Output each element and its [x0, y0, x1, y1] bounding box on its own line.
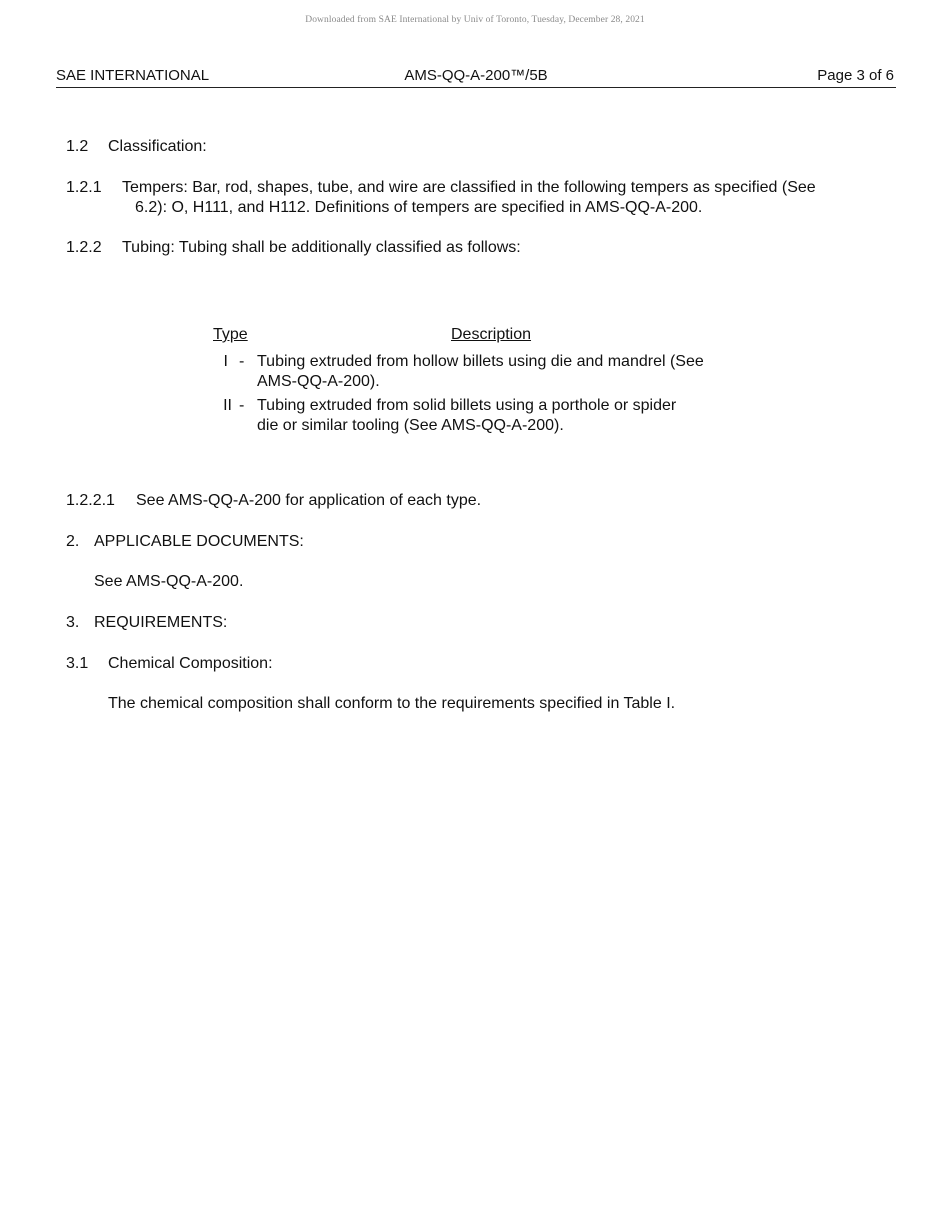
section-number: 3.: [66, 614, 80, 631]
section-heading: REQUIREMENTS:: [94, 614, 228, 631]
type-code: II: [223, 397, 232, 414]
type-description-line: Tubing extruded from hollow billets using die and mandrel (See: [257, 353, 704, 370]
column-header-description: Description: [451, 326, 532, 343]
paragraph-line: 6.2): O, H111, and H112. Definitions of tempers are specified in AMS-QQ-A-200.: [135, 199, 703, 216]
type-description-line: die or similar tooling (See AMS-QQ-A-200).: [257, 417, 564, 434]
section-heading: Chemical Composition:: [108, 655, 273, 672]
type-description-line: AMS-QQ-A-200).: [257, 373, 380, 390]
header-organization: SAE INTERNATIONAL: [56, 67, 210, 84]
section-number: 1.2: [66, 138, 89, 155]
section-number: 3.1: [66, 655, 89, 672]
header-document-id: AMS-QQ-A-200™/5B: [404, 67, 548, 84]
section-number: 1.2.2.1: [66, 492, 115, 509]
paragraph-line: See AMS-QQ-A-200 for application of each type.: [136, 492, 482, 509]
section-number: 2.: [66, 533, 80, 550]
type-dash: -: [239, 397, 245, 414]
page-header: [56, 66, 896, 88]
download-watermark: Downloaded from SAE International by Univ of Toronto, Tuesday, December 28, 2021: [305, 15, 645, 25]
section-3-1-body: The chemical composition shall conform to the requirements specified in Table I.: [108, 695, 676, 712]
section-number: 1.2.1: [66, 179, 102, 196]
paragraph-line: Tempers: Bar, rod, shapes, tube, and wire are classified in the following tempers as specified (See: [122, 179, 816, 196]
section-number: 1.2.2: [66, 239, 102, 256]
column-header-type: Type: [213, 326, 248, 343]
section-heading: Classification:: [108, 138, 207, 155]
paragraph-line: Tubing: Tubing shall be additionally classified as follows:: [122, 239, 521, 256]
type-dash: -: [239, 353, 245, 370]
section-heading: APPLICABLE DOCUMENTS:: [94, 533, 304, 550]
type-code: I: [223, 353, 228, 370]
section-2-body: See AMS-QQ-A-200.: [94, 573, 244, 590]
type-description-line: Tubing extruded from solid billets using a porthole or spider: [257, 397, 677, 414]
header-page-number: Page 3 of 6: [817, 67, 894, 84]
